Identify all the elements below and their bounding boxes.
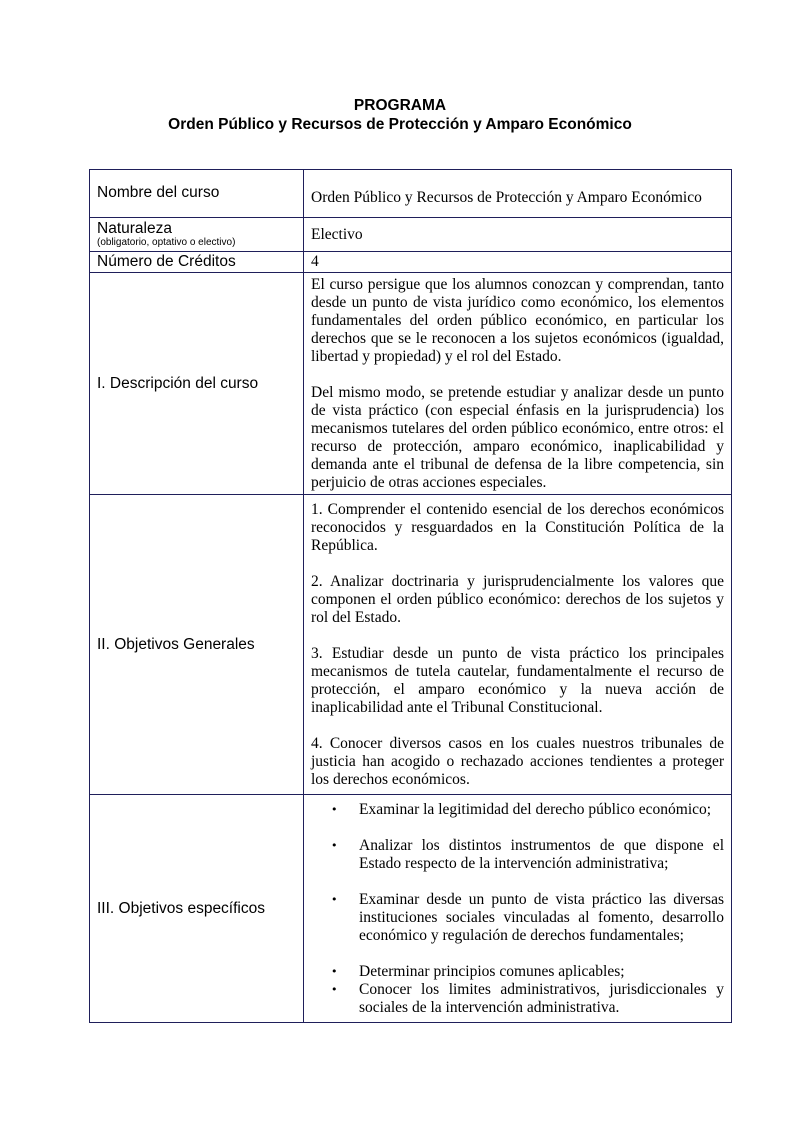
list-item — [311, 981, 724, 1017]
spacer — [311, 873, 724, 891]
objetivo-especifico-1: Examinar la legitimidad del derecho público económico; — [359, 800, 712, 818]
objetivo-general-3: 3. Estudiar desde un punto de vista práctico los principales mecanismos de tutela cautelar, fundamentalmente el recurso de protección, el amparo económico y la nueva acción de inaplicabilidad ante el Tribunal Constitucional. — [311, 644, 724, 716]
label-descripcion: I. Descripción del curso — [90, 273, 304, 495]
label-creditos: Número de Créditos — [90, 252, 304, 273]
title-course-name: Orden Público y Recursos de Protección y Amparo Económico — [168, 116, 632, 133]
title-programa: PROGRAMA — [353, 97, 447, 114]
label-objetivos-generales: II. Objetivos Generales — [90, 495, 304, 795]
objetivo-general-1: 1. Comprender el contenido esencial de los derechos económicos reconocidos y resguardados en la Constitución Política de la República. — [311, 500, 724, 554]
bullet-icon: • — [331, 838, 338, 852]
descripcion-paragraph-1: El curso persigue que los alumnos conozcan y comprendan, tanto desde un punto de vista jurídico como económico, los elementos fundamentales del orden público económico, en particular los derechos que se le reconocen a los sujetos económicos (igualdad, libertad y propiedad) y el rol del Estado. — [311, 275, 724, 365]
label-nombre: Nombre del curso — [90, 170, 304, 218]
objetivo-especifico-4: Determinar principios comunes aplicables; — [359, 962, 625, 980]
row-objetivos-especificos — [90, 795, 732, 1023]
row-nombre — [90, 170, 732, 218]
bullet-icon: • — [331, 982, 338, 996]
list-item — [311, 963, 724, 981]
objetivos-especificos-list — [311, 801, 724, 1017]
label-naturaleza-main: Naturaleza — [97, 219, 172, 237]
bullet-icon: • — [331, 892, 338, 906]
value-naturaleza: Electivo — [304, 218, 732, 252]
descripcion-paragraph-2: Del mismo modo, se pretende estudiar y analizar desde un punto de vista práctico (con especial énfasis en la jurisprudencia) los mecanismos tutelares del orden público económico, entre otros: el recurso de protección, amparo económico, inaplicabilidad y demanda ante el tribunal de defensa de la libre competencia, sin perjuicio de otras acciones especiales. — [311, 383, 724, 491]
objetivo-especifico-2: Analizar los distintos instrumentos de que dispone el Estado respecto de la intervención administrativa; — [359, 836, 724, 872]
list-item — [311, 801, 724, 819]
objetivo-general-4: 4. Conocer diversos casos en los cuales nuestros tribunales de justicia han acogido o rechazado acciones tendientes a proteger los derechos económicos. — [311, 734, 724, 788]
program-table — [89, 169, 732, 1023]
value-creditos: 4 — [304, 252, 732, 273]
row-descripcion — [90, 273, 732, 495]
row-naturaleza — [90, 218, 732, 252]
objetivo-especifico-3: Examinar desde un punto de vista práctico las diversas instituciones sociales vinculadas al fomento, desarrollo económico y regulación de derechos fundamentales; — [359, 890, 724, 944]
list-item — [311, 837, 724, 873]
label-naturaleza-hint: (obligatorio, optativo o electivo) — [97, 236, 236, 248]
value-objetivos-especificos — [304, 795, 732, 1023]
label-objetivos-especificos: III. Objetivos específicos — [90, 795, 304, 1023]
label-naturaleza — [90, 218, 304, 252]
spacer — [311, 819, 724, 837]
row-creditos — [90, 252, 732, 273]
value-objetivos-generales — [304, 495, 732, 795]
objetivo-general-2: 2. Analizar doctrinaria y jurisprudencialmente los valores que componen el orden público económico: derechos de los sujetos y rol del Estado. — [311, 572, 724, 626]
row-objetivos-generales — [90, 495, 732, 795]
value-nombre: Orden Público y Recursos de Protección y Amparo Económico — [304, 170, 732, 218]
value-descripcion — [304, 273, 732, 495]
list-item — [311, 891, 724, 945]
document-title — [0, 96, 800, 134]
bullet-icon: • — [331, 964, 338, 978]
objetivo-especifico-5: Conocer los limites administrativos, jurisdiccionales y sociales de la intervención administrativa. — [359, 980, 724, 1016]
spacer — [311, 945, 724, 963]
bullet-icon: • — [331, 802, 338, 816]
